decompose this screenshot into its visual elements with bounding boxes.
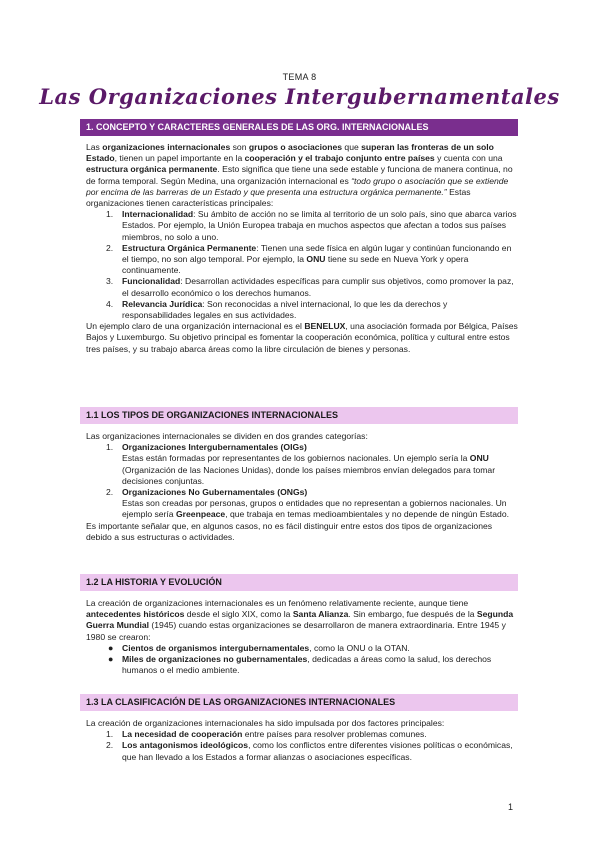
list-number: 2. bbox=[106, 740, 114, 751]
list-number: 2. bbox=[106, 242, 114, 253]
text-run: Santa Alianza bbox=[292, 609, 349, 620]
list-item bbox=[86, 442, 518, 487]
text-run: cooperación y el trabajo conjunto entre países bbox=[244, 153, 435, 164]
list-item bbox=[86, 243, 518, 277]
list-item bbox=[86, 740, 518, 762]
text-run: Estas organizaciones tienen características principales: bbox=[86, 186, 471, 209]
list-item-description bbox=[122, 498, 518, 520]
text-run: La creación de organizaciones internacionales ha sido impulsada por dos factores principales: bbox=[86, 718, 445, 728]
section-1-intro bbox=[86, 142, 518, 209]
text-run: ONU bbox=[469, 453, 489, 464]
section-1-list bbox=[86, 209, 518, 321]
text-run: Miles de organizaciones no gubernamentales bbox=[122, 654, 308, 665]
text-run: Greenpeace bbox=[175, 509, 226, 520]
text-run: : Su ámbito de acción no se limita al territorio de un solo país, sino que abarca varios Estados. Por ejemplo, la Unión Europea trabaja en muchos aspectos que afectan a todos sus países miembros, no solo a uno. bbox=[122, 209, 517, 242]
text-run: Estructura Orgánica Permanente bbox=[122, 242, 257, 253]
text-run: , dedicadas a áreas como la salud, los derechos humanos o el medio ambiente. bbox=[122, 654, 492, 676]
text-run: (Organización de las Naciones Unidas), donde los países miembros envían delegados para tomar decisiones conjuntas. bbox=[122, 464, 496, 486]
section-1-1-list bbox=[86, 442, 518, 520]
section-1-1-intro bbox=[86, 431, 518, 442]
page-title: Las Organizaciones Intergubernamentales bbox=[39, 84, 560, 109]
text-run: . Esto significa que tiene una sede estable y funciona de manera continua, no de forma temporal. Según Medina, una organización internacional es bbox=[86, 164, 513, 186]
text-run: que bbox=[342, 142, 362, 152]
text-run: estructura orgánica permanente bbox=[86, 164, 218, 175]
text-run: (1945) cuando estas organizaciones se desarrollaron de manera extraordinaria. Entre 1945 y 1980 se crearon: bbox=[86, 620, 506, 642]
section-1-3-body bbox=[86, 718, 518, 763]
text-run: La necesidad de cooperación bbox=[122, 729, 243, 740]
text-run: , que trabaja en temas medioambientales y no depende de ningún Estado. bbox=[225, 509, 509, 520]
text-run: ONU bbox=[306, 254, 326, 265]
list-item bbox=[86, 487, 518, 521]
section-1-heading: 1. CONCEPTO Y CARACTERES GENERALES DE LAS ORG. INTERNACIONALES bbox=[80, 119, 518, 136]
section-1-outro bbox=[86, 321, 518, 355]
section-1-1-heading: 1.1 LOS TIPOS DE ORGANIZACIONES INTERNACIONALES bbox=[80, 407, 518, 424]
list-number: 2. bbox=[106, 487, 114, 498]
list-item bbox=[86, 276, 518, 298]
text-run: tiene su sede en Nueva York y opera continuamente. bbox=[122, 254, 469, 276]
text-run: : Desarrollan actividades específicas para cumplir sus objetivos, como promover la paz, el desarrollo económico o los derechos humanos. bbox=[122, 276, 514, 298]
text-run: Relevancia Jurídica bbox=[122, 298, 203, 309]
text-run: desde el siglo XIX, como la bbox=[184, 609, 293, 620]
text-run: “todo grupo o asociación que se extiende por encima de las barreras de un Estado y que presenta una estructura orgánica permanente.” bbox=[86, 175, 509, 197]
bullet-icon: ● bbox=[108, 642, 114, 653]
text-run: grupos o asociaciones bbox=[248, 142, 343, 152]
list-number: 4. bbox=[106, 298, 114, 309]
topic-label: TEMA 8 bbox=[282, 72, 317, 82]
text-run: : Tienen una sede física en algún lugar y continúan funcionando en el tiempo, no son algo temporal. Por ejemplo, la bbox=[122, 242, 512, 265]
text-run: , como los conflictos entre diferentes visiones políticas o económicas, que han llevado a los Estados a formar alianzas o asociaciones específicas. bbox=[122, 740, 513, 762]
text-run: , tienen un papel importante en la bbox=[114, 153, 245, 164]
text-run: Es importante señalar que, en algunos casos, no es fácil distinguir entre estos dos tipos de organizaciones debido a sus estructuras o actividades. bbox=[86, 520, 493, 542]
list-number: 1. bbox=[106, 442, 114, 453]
text-run: y cuenta con una bbox=[434, 153, 503, 164]
list-item-description bbox=[122, 453, 518, 487]
section-1-3-heading: 1.3 LA CLASIFICACIÓN DE LAS ORGANIZACIONES INTERNACIONALES bbox=[80, 694, 518, 711]
section-1-1-outro bbox=[86, 521, 518, 543]
text-run: Segunda Guerra Mundial bbox=[86, 609, 514, 631]
text-run: Las organizaciones internacionales se dividen en dos grandes categorías: bbox=[86, 431, 368, 441]
text-run: Estas son creadas por personas, grupos o entidades que no representan a gobiernos nacionales. Un ejemplo sería bbox=[122, 498, 507, 520]
text-run: , una asociación formada por Bélgica, Países Bajos y Luxemburgo. Su objetivo principal es fomentar la cooperación económica, política y cultural entre estos tres países, y su trabajo abarca áreas como la libre circulación de bienes y personas. bbox=[86, 321, 518, 354]
page-number: 1 bbox=[508, 802, 514, 812]
text-run: Estas están formadas por representantes de los gobiernos nacionales. Un ejemplo sería la bbox=[122, 453, 470, 464]
list-number: 1. bbox=[106, 209, 114, 220]
text-run: organizaciones internacionales bbox=[102, 142, 231, 152]
list-item-title: Organizaciones Intergubernamentales (OIGs) bbox=[122, 442, 307, 453]
text-run: Las bbox=[86, 142, 103, 152]
text-run: La creación de organizaciones internacionales es un fenómeno relativamente reciente, aunque tiene bbox=[86, 598, 469, 608]
text-run: Funcionalidad bbox=[122, 276, 181, 287]
text-run: . Sin embargo, fue después de la bbox=[348, 609, 477, 620]
bullet-item bbox=[86, 654, 518, 676]
list-item bbox=[86, 299, 518, 321]
section-1-2-body bbox=[86, 598, 518, 676]
text-run: antecedentes históricos bbox=[86, 609, 185, 620]
section-1-3-intro bbox=[86, 718, 518, 729]
section-1-2-heading: 1.2 LA HISTORIA Y EVOLUCIÓN bbox=[80, 574, 518, 591]
list-item bbox=[86, 729, 518, 740]
section-1-2-bullets bbox=[86, 643, 518, 677]
bullet-icon: ● bbox=[108, 654, 114, 665]
text-run: Un ejemplo claro de una organización internacional es el bbox=[86, 321, 305, 332]
list-item-title: Organizaciones No Gubernamentales (ONGs) bbox=[122, 487, 308, 498]
text-run: Los antagonismos ideológicos bbox=[122, 740, 249, 751]
list-number: 1. bbox=[106, 729, 114, 740]
list-item bbox=[86, 209, 518, 243]
section-1-body bbox=[86, 142, 518, 355]
list-number: 3. bbox=[106, 276, 114, 287]
section-1-3-list bbox=[86, 729, 518, 763]
text-run: entre países para resolver problemas comunes. bbox=[242, 729, 427, 740]
text-run: , como la ONU o la OTAN. bbox=[309, 642, 410, 653]
text-run: superan las fronteras de un solo Estado bbox=[86, 142, 494, 164]
section-1-1-body bbox=[86, 431, 518, 543]
section-1-2-intro bbox=[86, 598, 518, 643]
text-run: BENELUX bbox=[304, 321, 346, 332]
text-run: Internacionalidad bbox=[122, 209, 194, 220]
bullet-item bbox=[86, 643, 518, 654]
text-run: : Son reconocidas a nivel internacional, lo que les da derechos y responsabilidades legales en sus actividades. bbox=[122, 298, 448, 321]
text-run: Cientos de organismos intergubernamentales bbox=[122, 642, 310, 653]
text-run: son bbox=[230, 142, 249, 152]
